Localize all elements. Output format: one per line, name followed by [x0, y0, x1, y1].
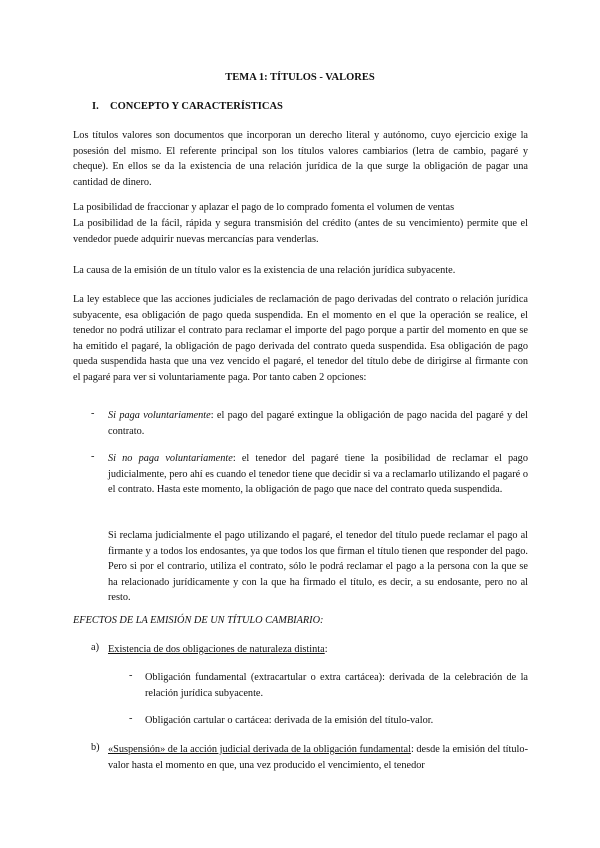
- effect-a: [108, 642, 528, 658]
- effects-heading-text: EFECTOS DE LA EMISIÓN DE UN TÍTULO CAMBIARIO:: [73, 615, 324, 626]
- section-heading: [92, 101, 283, 112]
- effect-a-item-1: Obligación fundamental (extracartular o extra cartácea): derivada de la celebración de la relación jurídica subyacente.: [145, 672, 528, 699]
- effect-b-title: «Suspensión» de la acción judicial derivada de la obligación fundamental: [108, 744, 411, 755]
- option-text: : el tenedor del pagaré tiene la posibilidad de reclamar el pago judicialmente, pero ahí es cuando el tenedor tiene que decidir si va a reclamarlo utilizando el pagaré o el contrato. Hasta este momento, la obligación de pago que nace del contrato queda suspendida.: [108, 453, 528, 496]
- option-paid-voluntarily: [108, 408, 528, 439]
- section-title: CONCEPTO Y CARACTERÍSTICAS: [110, 101, 283, 112]
- effect-a-item-2: Obligación cartular o cartácea: derivada de la emisión del título-valor.: [145, 715, 434, 726]
- list-dash: -: [91, 451, 95, 462]
- option-2-paragraph: Si reclama judicialmente el pago utilizando el pagaré, el tenedor del título puede reclamar el pago al firmante y a todos los endosantes, ya que todos los que firman el título tienen que responder del pago. Pero si por el contrario, utiliza el contrato, sólo le podrá reclamar el pago a la persona con la que se ha relacionado jurídicamente y con la que ha firmado el título, es decir, a su endosante, pero no al resto.: [108, 530, 528, 604]
- effect-b-text: : desde la emisión del título-valor hasta el momento en que, una vez producido el vencimiento, el tenedor: [108, 744, 528, 771]
- list-dash: -: [91, 408, 95, 419]
- effect-b: [108, 742, 528, 773]
- effects-heading: [73, 613, 528, 629]
- effect-a-colon: :: [324, 644, 328, 655]
- list-marker-a: a): [91, 642, 99, 653]
- paragraph-benefit-1: La posibilidad de fraccionar y aplazar el pago de lo comprado fomenta el volumen de ventas: [73, 202, 455, 213]
- document-title: TEMA 1: TÍTULOS - VALORES: [225, 72, 375, 83]
- paragraph-law: La ley establece que las acciones judiciales de reclamación de pago derivadas del contrato o relación jurídica subyacente, esa obligación de pago queda suspendida. En el momento en el que la operación se realice, el tenedor no podrá utilizar el contrato para reclamar el importe del pago porque a partir del momento en que se ha emitido el pagaré, la obligación de pago derivada del contrato queda suspendida. Esa obligación de pago queda suspendida hasta que una vez vencido el pagaré, el tenedor del título debe de dirigirse al firmante con el pagaré para ver si voluntariamente paga. Por tanto caben 2 opciones:: [73, 294, 528, 383]
- paragraph-benefit-2: La posibilidad de la fácil, rápida y segura transmisión del crédito (antes de su vencimiento) permite que el vendedor puede adquirir nuevas mercancías para venderlas.: [73, 218, 528, 245]
- option-text: : el pago del pagaré extingue la obligación de pago nacida del pagaré y del contrato.: [108, 410, 528, 437]
- option-not-paid-voluntarily: [108, 451, 528, 498]
- paragraph-definition: Los títulos valores son documentos que incorporan un derecho literal y autónomo, cuyo ejercicio exige la posesión del mismo. El referente principal son los títulos valores cambiarios (letra de cambio, pagaré y cheque). En ellos se da la existencia de una relación jurídica de la que surge la obligación de pagar una cantidad de dinero.: [73, 130, 528, 188]
- list-dash: -: [129, 713, 133, 724]
- paragraph-cause: La causa de la emisión de un título valor es la existencia de una relación jurídica subyacente.: [73, 265, 456, 276]
- section-number: I.: [92, 101, 99, 112]
- option-label: Si paga voluntariamente: [108, 410, 211, 421]
- list-dash: -: [129, 670, 133, 681]
- effect-a-title: Existencia de dos obligaciones de naturaleza distinta: [108, 644, 325, 655]
- list-marker-b: b): [91, 742, 100, 753]
- option-label: Si no paga voluntariamente: [108, 453, 233, 464]
